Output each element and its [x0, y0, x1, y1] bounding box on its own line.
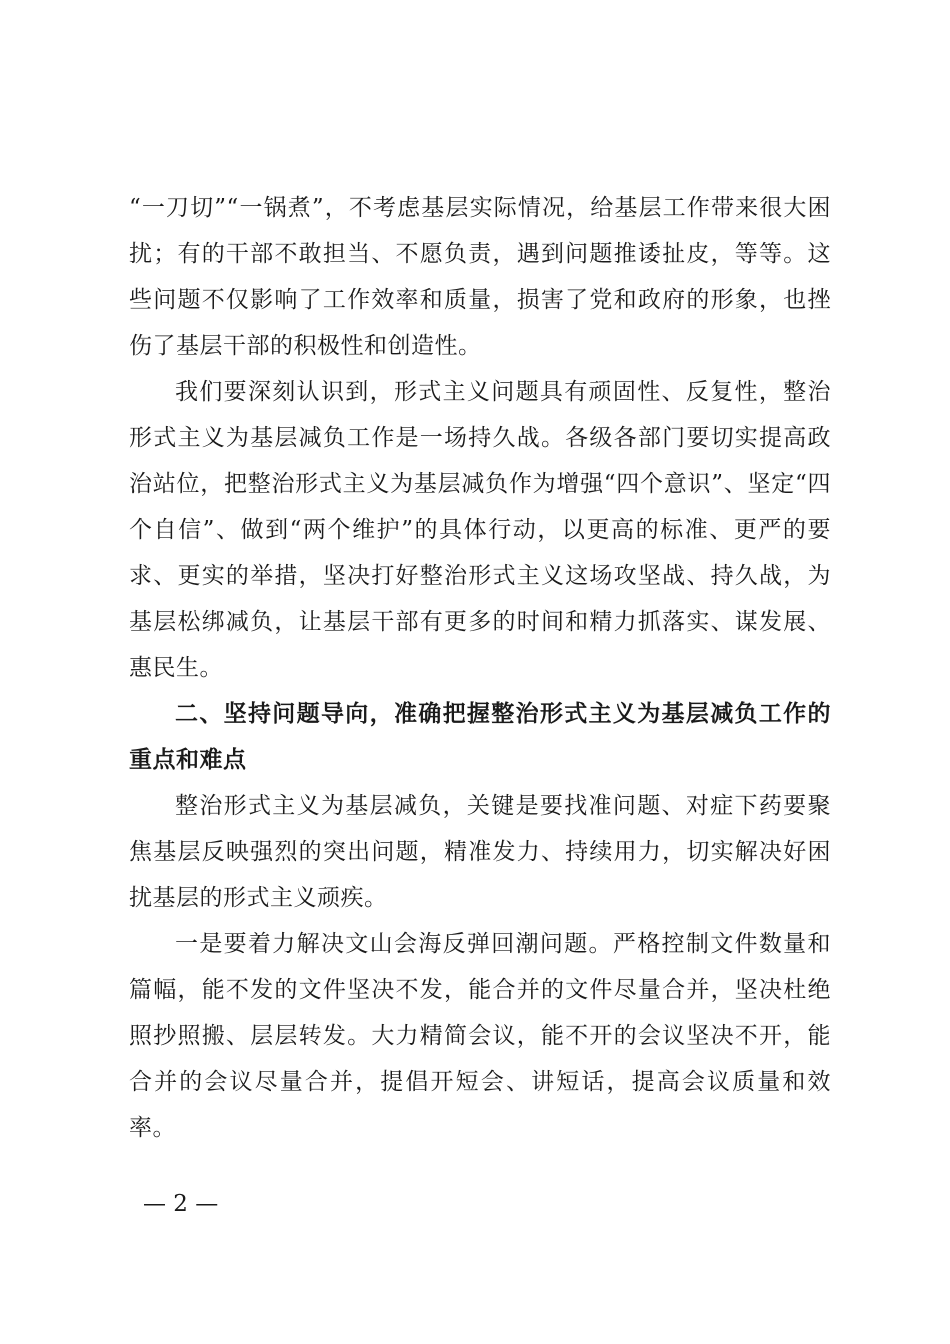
paragraph-continued: “一刀切”“一锅煮”，不考虑基层实际情况，给基层工作带来很大困扰；有的干部不敢担当、不愿负责，遇到问题推诿扯皮，等等。这些问题不仅影响了工作效率和质量，损害了党和政府的形象，也挫伤了基层干部的积极性和创造性。	[129, 195, 831, 359]
paragraph-awareness: 我们要深刻认识到，形式主义问题具有顽固性、反复性，整治形式主义为基层减负工作是一场持久战。各级各部门要切实提高政治站位，把整治形式主义为基层减负作为增强“四个意识”、坚定“四个自信”、做到“两个维护”的具体行动，以更高的标准、更严的要求、更实的举措，坚决打好整治形式主义这场攻坚战、持久战，为基层松绑减负，让基层干部有更多的时间和精力抓落实、谋发展、惠民生。	[129, 379, 831, 681]
document-body	[129, 185, 831, 1151]
section-heading-2: 二、坚持问题导向，准确把握整治形式主义为基层减负工作的重点和难点	[129, 701, 831, 773]
paragraph-key-issues: 整治形式主义为基层减负，关键是要找准问题、对症下药要聚焦基层反映强烈的突出问题，精准发力、持续用力，切实解决好困扰基层的形式主义顽疾。	[129, 793, 831, 911]
paragraph-point-one: 一是要着力解决文山会海反弹回潮问题。严格控制文件数量和篇幅，能不发的文件坚决不发，能合并的文件尽量合并，坚决杜绝照抄照搬、层层转发。大力精简会议，能不开的会议坚决不开，能合并的会议尽量合并，提倡开短会、讲短话，提高会议质量和效率。	[129, 931, 831, 1141]
page-number: — 2 —	[143, 1191, 219, 1217]
